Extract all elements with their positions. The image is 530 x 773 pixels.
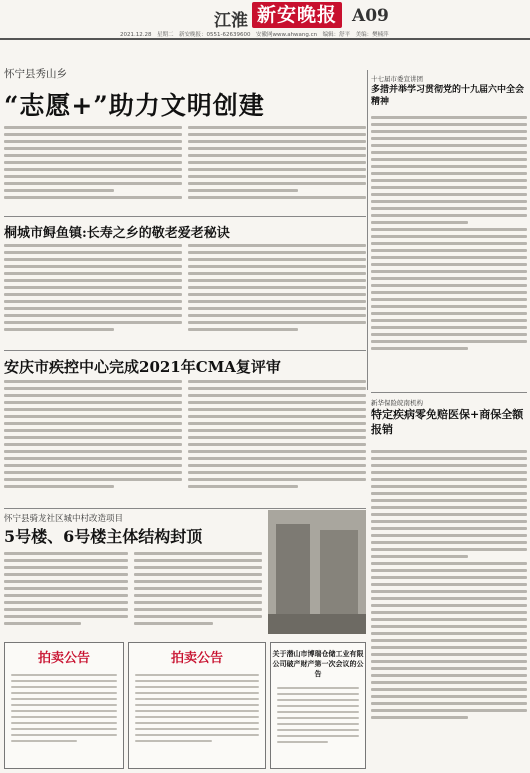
ad1-title: 拍卖公告: [37, 651, 90, 666]
sidebar2-body: [371, 446, 527, 769]
construction-photo: [268, 510, 366, 634]
sidebar-title: 多措并举学习贯彻党的十九届六中全会精神: [371, 85, 525, 108]
ad2-title: 拍卖公告: [170, 651, 223, 666]
fourth-body-col1: [4, 548, 128, 636]
sidebar-body: [371, 112, 527, 390]
sidebar-kicker: 十七届市委宣讲团: [371, 75, 423, 83]
third-body-col1: [4, 376, 182, 504]
lead-kicker: 怀宁县秀山乡: [4, 68, 67, 80]
dateline: 2021.12.28 星期二 新安晚报：0551-62639600 安徽网www.ahwang.cn 编辑：舒平 美编：樊楠萍: [120, 32, 389, 38]
masthead-rule: [0, 38, 530, 40]
ad3-title: 关于潜山市博瑞仓储工业有限公司破产财产第一次会议的公告: [272, 649, 364, 678]
auction-notice-2: [128, 642, 266, 769]
sidebar2-kicker: 新华保险皖南机构: [371, 399, 423, 407]
third-headline: 安庆市疾控中心完成2021年CMA复评审: [4, 358, 281, 376]
section-rule: [4, 216, 366, 217]
page-number: A09: [352, 6, 389, 26]
bankruptcy-notice: [270, 642, 366, 769]
fourth-kicker: 怀宁县骑龙社区城中村改造项目: [4, 514, 124, 524]
fourth-headline: 5号楼、6号楼主体结构封顶: [4, 527, 203, 546]
masthead-logo: 新安晚报: [252, 2, 342, 28]
masthead-region: 江淮: [214, 11, 248, 31]
sidebar2-headline: 特定疾病零免赔医保+商保全额报销: [371, 408, 524, 436]
lead-body-col1: [4, 122, 182, 214]
fourth-body-col2: [134, 548, 262, 636]
second-body-col2: [188, 240, 366, 342]
section-rule: [371, 392, 527, 393]
lead-headline: “志愿+”助力文明创建: [4, 91, 265, 120]
lead-body-col2: [188, 122, 366, 214]
third-body-col2: [188, 376, 366, 504]
second-body-col1: [4, 240, 182, 342]
auction-notice-1: [4, 642, 124, 769]
column-rule: [367, 70, 368, 390]
second-headline: 桐城市鲟鱼镇:长寿之乡的敬老爱老秘诀: [4, 226, 230, 241]
section-rule: [4, 508, 366, 509]
masthead: [0, 0, 530, 36]
section-rule: [4, 350, 366, 351]
